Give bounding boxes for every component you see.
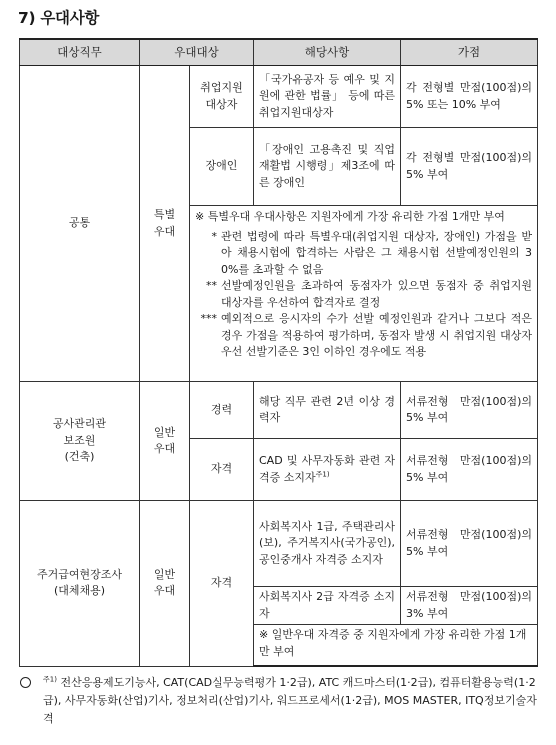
note-item [195, 229, 532, 279]
note-text: 선발예정인원을 초과하여 동점자가 있으면 동점자 중 취업지원 대상자를 우선하여 합격자로 결정 [221, 279, 532, 309]
item-social-worker-2: 사회복지사 2급 자격증 소지자 [254, 587, 401, 625]
item-cad-text: CAD 및 사무자동화 관련 자격증 소지자 [259, 454, 395, 484]
label-disabled: 장애인 [190, 128, 254, 206]
special-preference-note [190, 206, 538, 382]
general-preference-note: ※ 일반우대 자격증 중 지원자에게 가장 유리한 가점 1개만 부여 [254, 625, 538, 667]
table-header-row [20, 39, 538, 66]
table-row [20, 501, 538, 587]
points-qualification: 서류전형 만점(100점)의 5% 부여 [401, 439, 538, 501]
footnote-text: 전산응용제도기능사, CAT(CAD실무능력평가 1·2급), ATC 캐드마스터(1·2급), 컴퓨터활용능력(1·2급), 사무자동화(산업)기사, 정보처리(산업)기사, 워드프로세서(1·2급), MOS MASTER, ITQ정보기술자격 [43, 676, 537, 725]
footnote [18, 674, 538, 728]
note-text: 관련 법령에 따라 특별우대(취업지원 대상자, 장애인) 가점을 받아 채용시험에 합격하는 사람은 그 채용시험 선발예정인원의 30%를 초과할 수 없음 [221, 229, 532, 276]
label-qualification: 자격 [190, 501, 254, 667]
footnote-mark: 주1) [43, 675, 57, 684]
section-title [18, 6, 99, 30]
header-target: 우대대상 [140, 39, 254, 66]
label-employment-support: 취업지원 대상자 [190, 66, 254, 128]
job-common: 공통 [20, 66, 140, 382]
label-qualification: 자격 [190, 439, 254, 501]
item-career: 해당 직무 관련 2년 이상 경력자 [254, 382, 401, 439]
header-item: 해당사항 [254, 39, 401, 66]
header-points: 가점 [401, 39, 538, 66]
label-career: 경력 [190, 382, 254, 439]
points-career: 서류전형 만점(100점)의 5% 부여 [401, 382, 538, 439]
item-employment-support: 「국가유공자 등 예우 및 지원에 관한 법률」 등에 따른 취업지원대상자 [254, 66, 401, 128]
note-item [195, 311, 532, 361]
note-marker: ** [206, 279, 217, 292]
job-housing-survey: 주거급여현장조사 (대체채용) [20, 501, 140, 667]
item-social-worker-1: 사회복지사 1급, 주택관리사(보), 주거복지사(국가공인), 공인중개사 자격증 소지자 [254, 501, 401, 587]
item-cad-qualification [254, 439, 401, 501]
target-special: 특별 우대 [140, 66, 190, 382]
target-general: 일반 우대 [140, 382, 190, 501]
note-lead: ※ 특별우대 우대사항은 지원자에게 가장 유리한 가점 1개만 부여 [195, 210, 505, 223]
note-marker: *** [200, 312, 217, 325]
bullet-circle-icon [20, 677, 31, 688]
section-title-text: 7) 우대사항 [18, 9, 100, 27]
points-social-worker-2: 서류전형 만점(100점)의 3% 부여 [401, 587, 538, 625]
note-marker: * [211, 229, 217, 243]
points-disabled: 각 전형별 만점(100점)의 5% 부여 [401, 128, 538, 206]
points-social-worker-1: 서류전형 만점(100점)의 5% 부여 [401, 501, 538, 587]
note-item [195, 278, 532, 311]
item-disabled: 「장애인 고용촉진 및 직업재활법 시행령」제3조에 따른 장애인 [254, 128, 401, 206]
footnote-body [43, 674, 538, 728]
table-row [20, 66, 538, 128]
preference-table [19, 38, 538, 667]
points-employment-support: 각 전형별 만점(100점)의 5% 또는 10% 부여 [401, 66, 538, 128]
footnote-ref: 주1) [315, 469, 330, 478]
job-construction-assistant: 공사관리관 보조원 (건축) [20, 382, 140, 501]
target-general: 일반 우대 [140, 501, 190, 667]
note-text: 예외적으로 응시자의 수가 선발 예정인원과 같거나 그보다 적은 경우 가점을 적용하여 평가하며, 동점자 발생 시 취업지원 대상자 우선 선발기준은 3인 이하인 경우에도 적용 [221, 312, 532, 358]
table-row [20, 382, 538, 439]
header-job: 대상직무 [20, 39, 140, 66]
